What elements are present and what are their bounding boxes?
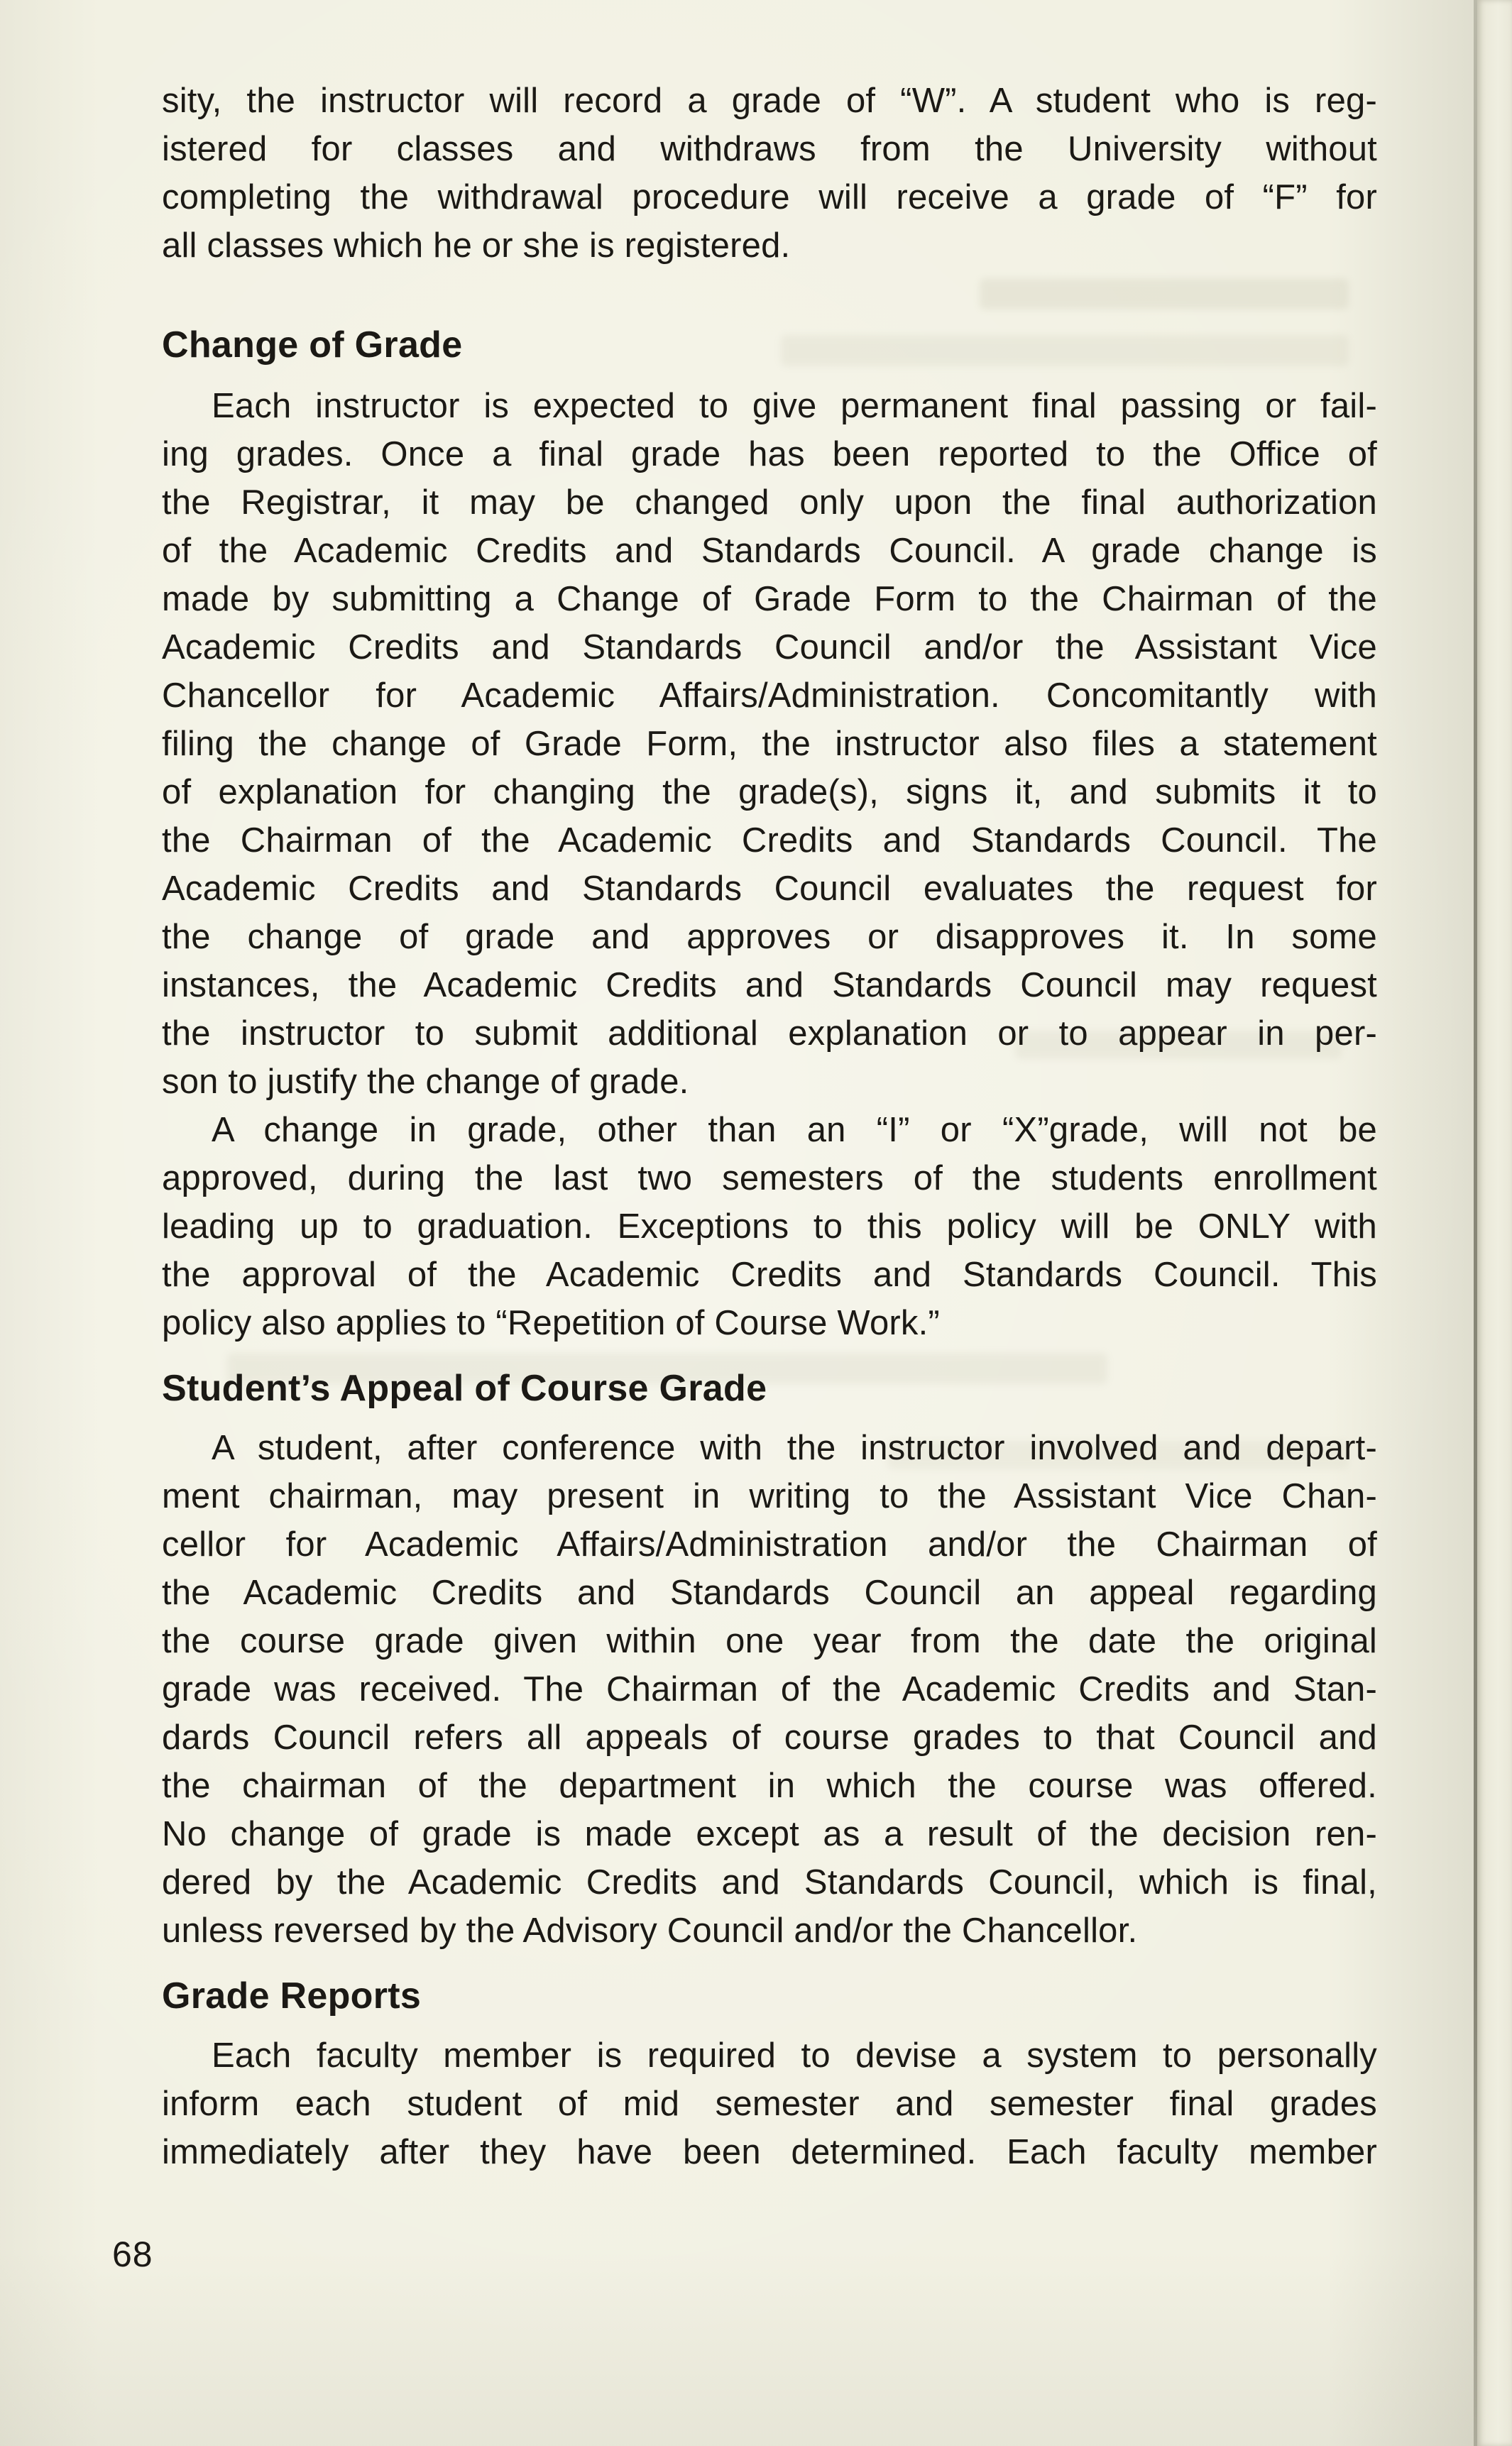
- section-heading-change-of-grade: Change of Grade: [162, 324, 463, 366]
- text-line: the change of grade and approves or disapproves it. In some: [162, 918, 1377, 956]
- text-line: A change in grade, other than an “I” or “X”grade, will not be: [212, 1111, 1377, 1149]
- text-line: immediately after they have been determined. Each faculty member: [162, 2133, 1377, 2171]
- grade-reports-paragraph: [162, 2031, 1377, 2176]
- bleed-through-artifact: [980, 278, 1349, 309]
- text-line: the Chairman of the Academic Credits and Standards Council. The: [162, 821, 1377, 860]
- text-line: approved, during the last two semesters of the students enrollment: [162, 1159, 1377, 1197]
- text-line: Academic Credits and Standards Council and/or the Assistant Vice: [162, 628, 1377, 667]
- text-line: made by submitting a Change of Grade Form to the Chairman of the: [162, 580, 1377, 618]
- book-page-edge-line: [1474, 0, 1477, 2446]
- text-line: completing the withdrawal procedure will receive a grade of “F” for: [162, 178, 1377, 216]
- text-line: of the Academic Credits and Standards Council. A grade change is: [162, 532, 1377, 570]
- text-line: Each faculty member is required to devise a system to personally: [212, 2036, 1377, 2075]
- text-line: inform each student of mid semester and semester final grades: [162, 2085, 1377, 2123]
- text-line: No change of grade is made except as a result of the decision ren-: [162, 1815, 1377, 1853]
- text-line: son to justify the change of grade.: [162, 1063, 689, 1101]
- text-line: the Academic Credits and Standards Council an appeal regarding: [162, 1574, 1377, 1612]
- book-page-edge: [1477, 0, 1512, 2446]
- text-line: A student, after conference with the instructor involved and depart-: [212, 1429, 1377, 1467]
- text-line: Academic Credits and Standards Council evaluates the request for: [162, 870, 1377, 908]
- text-line: Each instructor is expected to give permanent final passing or fail-: [212, 387, 1377, 425]
- students-appeal-paragraph: [162, 1424, 1377, 1955]
- text-line: ing grades. Once a final grade has been reported to the Office of: [162, 435, 1377, 473]
- section-heading-students-appeal: Student’s Appeal of Course Grade: [162, 1368, 767, 1409]
- text-line: grade was received. The Chairman of the Academic Credits and Stan-: [162, 1670, 1377, 1709]
- change-of-grade-paragraph-1: [162, 382, 1377, 1106]
- text-line: dards Council refers all appeals of course grades to that Council and: [162, 1718, 1377, 1757]
- section-heading-grade-reports: Grade Reports: [162, 1975, 422, 2017]
- text-line: filing the change of Grade Form, the instructor also files a statement: [162, 725, 1377, 763]
- text-line: leading up to graduation. Exceptions to this policy will be ONLY with: [162, 1207, 1377, 1246]
- change-of-grade-paragraph-2: [162, 1106, 1377, 1347]
- text-line: all classes which he or she is registered.: [162, 226, 791, 265]
- text-line: the Registrar, it may be changed only upon the final authorization: [162, 483, 1377, 522]
- text-line: the instructor to submit additional explanation or to appear in per-: [162, 1014, 1377, 1053]
- text-line: sity, the instructor will record a grade of “W”. A student who is reg-: [162, 82, 1377, 120]
- text-line: dered by the Academic Credits and Standards Council, which is final,: [162, 1863, 1377, 1902]
- page-number: 68: [112, 2234, 153, 2274]
- text-line: the approval of the Academic Credits and Standards Council. This: [162, 1256, 1377, 1294]
- text-line: of explanation for changing the grade(s), signs it, and submits it to: [162, 773, 1377, 811]
- text-line: Chancellor for Academic Affairs/Administration. Concomitantly with: [162, 676, 1377, 715]
- text-line: instances, the Academic Credits and Standards Council may request: [162, 966, 1377, 1004]
- text-line: the chairman of the department in which the course was offered.: [162, 1767, 1377, 1805]
- text-line: cellor for Academic Affairs/Administration and/or the Chairman of: [162, 1525, 1377, 1564]
- text-line: the course grade given within one year from the date the original: [162, 1622, 1377, 1660]
- text-line: unless reversed by the Advisory Council and/or the Chancellor.: [162, 1912, 1138, 1950]
- text-line: istered for classes and withdraws from the University without: [162, 130, 1377, 168]
- intro-paragraph: [162, 77, 1377, 270]
- text-line: ment chairman, may present in writing to the Assistant Vice Chan-: [162, 1477, 1377, 1515]
- text-line: policy also applies to “Repetition of Course Work.”: [162, 1304, 940, 1342]
